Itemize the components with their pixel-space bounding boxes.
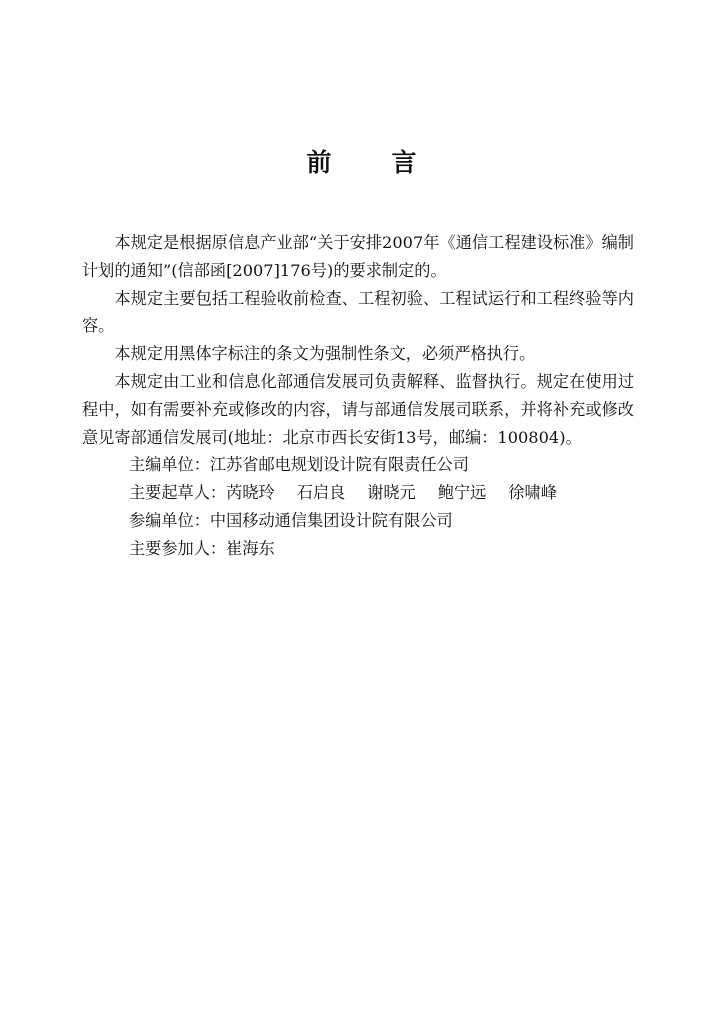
paragraph-mandatory: 本规定用黑体字标注的条文为强制性条文，必须严格执行。 (114, 344, 536, 364)
page-title (0, 143, 725, 179)
paragraph-contents: 本规定主要包括工程验收前检查、工程初验、工程试运行和工程终验等内容。 (82, 288, 634, 336)
paragraph-interpretation: 本规定由工业和信息化部通信发展司负责解释、监督执行。规定在使用过程中，如有需要补充或修改的内容，请与部通信发展司联系，并将补充或修改意见寄部通信发展司(地址：北京市西长安街13号，邮编：100804)。 (82, 371, 634, 447)
editor-unit: 主编单位：江苏省邮电规划设计院有限责任公司 (129, 455, 469, 475)
paragraph-basis: 本规定是根据原信息产业部“关于安排2007年《通信工程建设标准》编制计划的通知”(信部函[2007]176号)的要求制定的。 (82, 233, 634, 280)
preface-body (82, 229, 634, 563)
drafter-name: 谢晓元 (367, 483, 416, 503)
main-drafters-label: 主要起草人： (129, 483, 227, 503)
title-char-2: 言 (391, 148, 419, 177)
drafter-name: 徐啸峰 (508, 483, 557, 503)
main-drafters (82, 479, 634, 507)
drafter-name: 鲍宁远 (437, 483, 487, 503)
title-char-1: 前 (306, 148, 334, 177)
participating-unit: 参编单位：中国移动通信集团设计院有限公司 (129, 510, 453, 530)
drafter-name: 石启良 (296, 483, 346, 503)
drafter-name: 芮晓玲 (226, 483, 275, 503)
main-participants: 主要参加人：崔海东 (129, 538, 275, 558)
